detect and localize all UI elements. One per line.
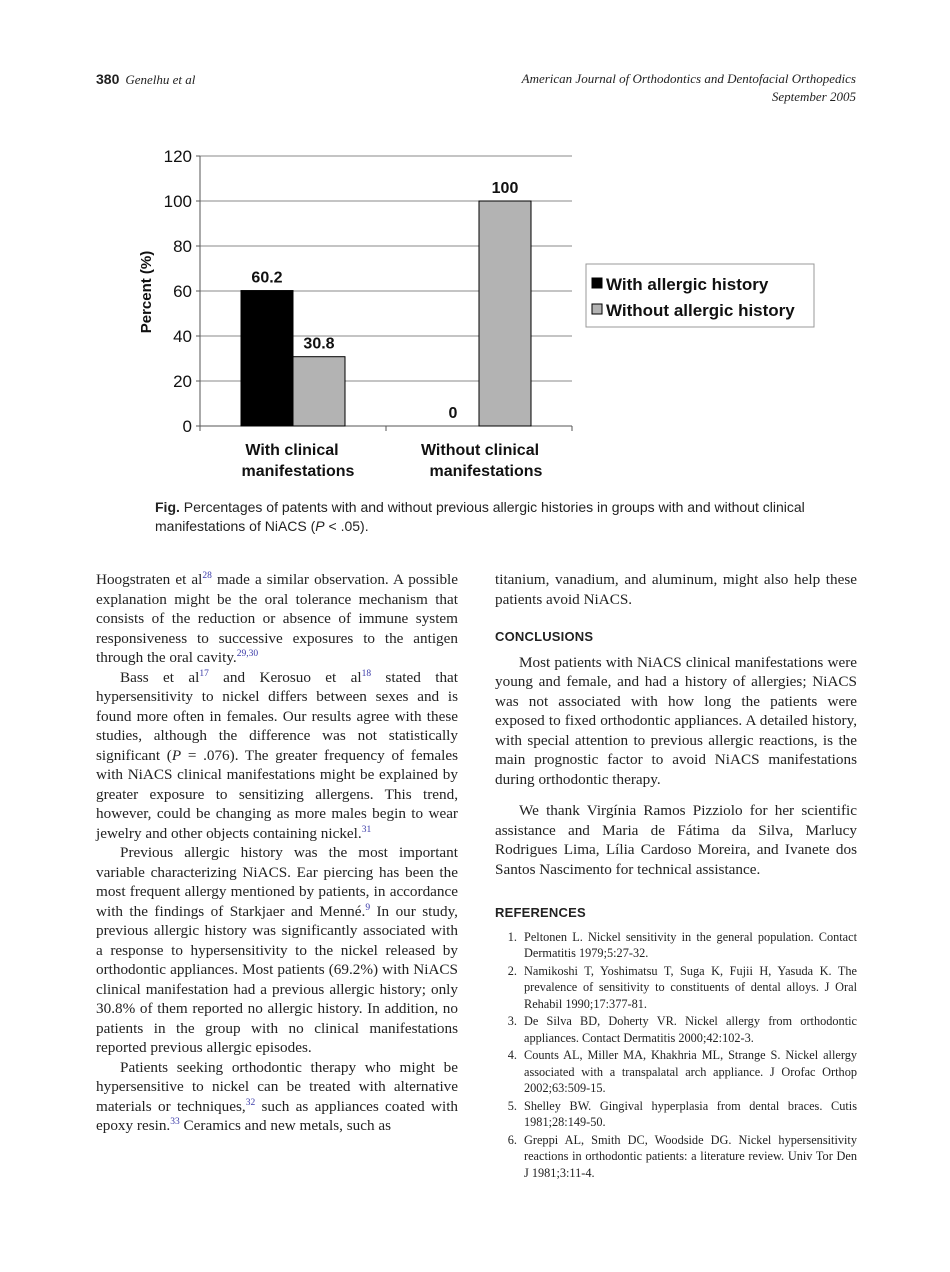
citation[interactable]: 29,30 bbox=[236, 648, 259, 659]
paragraph: Patients seeking orthodontic therapy who might be hypersensitive to nickel can be treated with alternative materials or techniques,$^{32}$ such as appliances coated with epoxy resin.$^{33}$ Ceramics and new metals, such as bbox=[96, 1058, 459, 1134]
bar-without-allergic-history bbox=[479, 201, 531, 426]
data-label: 60.2 bbox=[251, 269, 283, 287]
running-header-left bbox=[96, 70, 195, 89]
paragraph: titanium, vanadium, and aluminum, might also help these patients avoid NiACS. bbox=[495, 571, 857, 608]
section-heading-references: REFERENCES bbox=[495, 905, 586, 920]
left-column bbox=[96, 570, 458, 1136]
citation[interactable]: 18 bbox=[361, 668, 372, 679]
citation[interactable]: 31 bbox=[361, 824, 372, 835]
bar-layer bbox=[241, 201, 531, 426]
y-tick-label: 40 bbox=[173, 327, 192, 346]
page-number: 380 bbox=[96, 71, 120, 87]
reference-text: Counts AL, Miller MA, Khakhria ML, Strange S. Nickel allergy associated with a transpalatal arch appliance. J Orofac Orthop 2002;63:509-15. bbox=[524, 1048, 857, 1095]
caption-p: P bbox=[315, 518, 325, 534]
right-column bbox=[495, 570, 857, 1182]
legend-swatch-without-history bbox=[592, 304, 602, 314]
reference-list bbox=[495, 929, 857, 1182]
category-label-line1: With clinical bbox=[245, 442, 339, 459]
category-label-line2: manifestations bbox=[241, 463, 355, 480]
caption-text: Percentages of patents with and without previous allergic histories in groups with and without clinical manifestations of NiACS ( bbox=[155, 499, 805, 534]
legend-label-with-history: With allergic history bbox=[606, 275, 769, 294]
reference-item bbox=[495, 1047, 857, 1097]
section-heading-conclusions: CONCLUSIONS bbox=[495, 629, 594, 644]
reference-number: 3. bbox=[507, 1014, 517, 1028]
reference-text: Shelley BW. Gingival hyperplasia from dental braces. Cutis 1981;28:149-50. bbox=[524, 1098, 857, 1129]
legend bbox=[586, 264, 814, 327]
paragraph: Bass et $al^{17}$ and Kerosuo et $al^{18}$ stated that hypersensitivity to nickel differs between sexes and is found more often in females. Our results agree with these studies, although the difference was not statistically significant (P = .076). The greater frequency of females with NiACS clinical manifestations might be explained by greater exposure to sensitizing allergens. This trend, however, could be changing as more males begin to wear jewelry and other objects containing nickel.$^{31}$ bbox=[96, 668, 458, 842]
y-axis-label: Percent (%) bbox=[138, 250, 155, 334]
reference-text: Greppi AL, Smith DC, Woodside DG. Nickel hypersensitivity reactions in orthodontic patients: a literature review. Univ Tor Den J 1981;3:11-4. bbox=[524, 1132, 857, 1180]
reference-item bbox=[495, 929, 857, 962]
paragraph: Previous allergic history was the most important variable characterizing NiACS. Ear piercing has been the most frequent allergy mentioned by patients, in accordance with the findings of Starkjaer and Menné.$^9$ In our study, previous allergic history was significantly associated with a response to hypersensitivity to the nickel released by orthodontic appliances. Most patients (69.2%) with NiACS clinical manifestation had a previous allergic history; only 30.8% of them reported no allergic history. In addition, no patients in the group with no clinical manifestations reported previous allergic episodes. bbox=[96, 844, 458, 1056]
figure-caption bbox=[155, 498, 835, 536]
y-tick-label: 20 bbox=[173, 372, 192, 391]
category-label-line2: manifestations bbox=[429, 463, 543, 480]
data-label: 30.8 bbox=[303, 335, 335, 353]
bar-chart bbox=[120, 140, 840, 485]
caption-label: Fig. bbox=[155, 499, 180, 515]
reference-number: 4. bbox=[507, 1048, 517, 1062]
y-tick-label: 80 bbox=[173, 237, 192, 256]
reference-number: 1. bbox=[507, 929, 517, 944]
journal-title: American Journal of Orthodontics and Dentofacial Orthopedics bbox=[521, 71, 856, 86]
reference-text: Namikoshi T, Yoshimatsu T, Suga K, Fujii H, Yasuda K. The prevalence of sensitivity to constituents of dental alloys. J Oral Rehabil 1990;17:377-81. bbox=[524, 963, 857, 1011]
y-tick-label: 60 bbox=[173, 282, 192, 301]
citation[interactable]: 33 bbox=[170, 1116, 180, 1127]
reference-item bbox=[495, 1132, 857, 1182]
reference-item bbox=[495, 1098, 857, 1131]
citation[interactable]: 32 bbox=[245, 1097, 256, 1108]
reference-item bbox=[495, 1013, 857, 1046]
reference-text: De Silva BD, Doherty VR. Nickel allergy from orthodontic appliances. Contact Dermatitis 2000;42:102-3. bbox=[524, 1014, 857, 1045]
citation[interactable]: 17 bbox=[199, 668, 209, 679]
citation[interactable]: 28 bbox=[202, 570, 212, 581]
bar-with-allergic-history bbox=[241, 291, 293, 426]
bar-without-allergic-history bbox=[293, 357, 345, 426]
category-label-line1: Without clinical bbox=[420, 442, 540, 459]
paragraph: Hoogstraten et $al^{28}$ made a similar observation. A possible explanation might be the oral tolerance mechanism that consists of the reduction or absence of immune system responsiveness to successive exposures to the antigen through the oral cavity.$^{29,30}$ bbox=[96, 570, 458, 666]
data-label: 100 bbox=[491, 180, 519, 197]
reference-number: 6. bbox=[507, 1132, 517, 1147]
citation[interactable]: 9 bbox=[365, 902, 371, 913]
legend-swatch-with-history bbox=[592, 278, 602, 288]
y-tick-label: 100 bbox=[163, 192, 192, 211]
y-tick-label: 0 bbox=[182, 417, 192, 436]
reference-number: 2. bbox=[507, 963, 517, 978]
reference-number: 5. bbox=[507, 1098, 517, 1113]
reference-item bbox=[495, 963, 857, 1013]
conclusions-paragraph: Most patients with NiACS clinical manifestations were young and female, and had a history of allergies; NiACS was not associated with how long the patients were exposed to fixed orthodontic appliances. A detailed history, with special attention to previous allergic reactions, is the main prognostic factor to avoid NiACS manifestations during orthodontic therapy. bbox=[495, 653, 857, 788]
running-header-right bbox=[522, 70, 856, 106]
legend-label-without-history: Without allergic history bbox=[606, 301, 795, 320]
caption-text-end: < .05). bbox=[324, 518, 369, 534]
data-label: 0 bbox=[448, 405, 458, 422]
y-tick-label: 120 bbox=[163, 147, 192, 166]
acknowledgment-paragraph: We thank Virgínia Ramos Pizziolo for her scientific assistance and Maria de Fátima da Silva, Marlucy Rodrigues Lima, Lília Cardoso Moreira, and Ivanete dos Santos Nascimento for technical assistance. bbox=[495, 802, 857, 878]
reference-text: Peltonen L. Nickel sensitivity in the general population. Contact Dermatitis 1979;5:27-32. bbox=[524, 929, 857, 960]
issue-date: September 2005 bbox=[771, 89, 856, 104]
running-authors: Genelhu et al bbox=[125, 72, 196, 87]
